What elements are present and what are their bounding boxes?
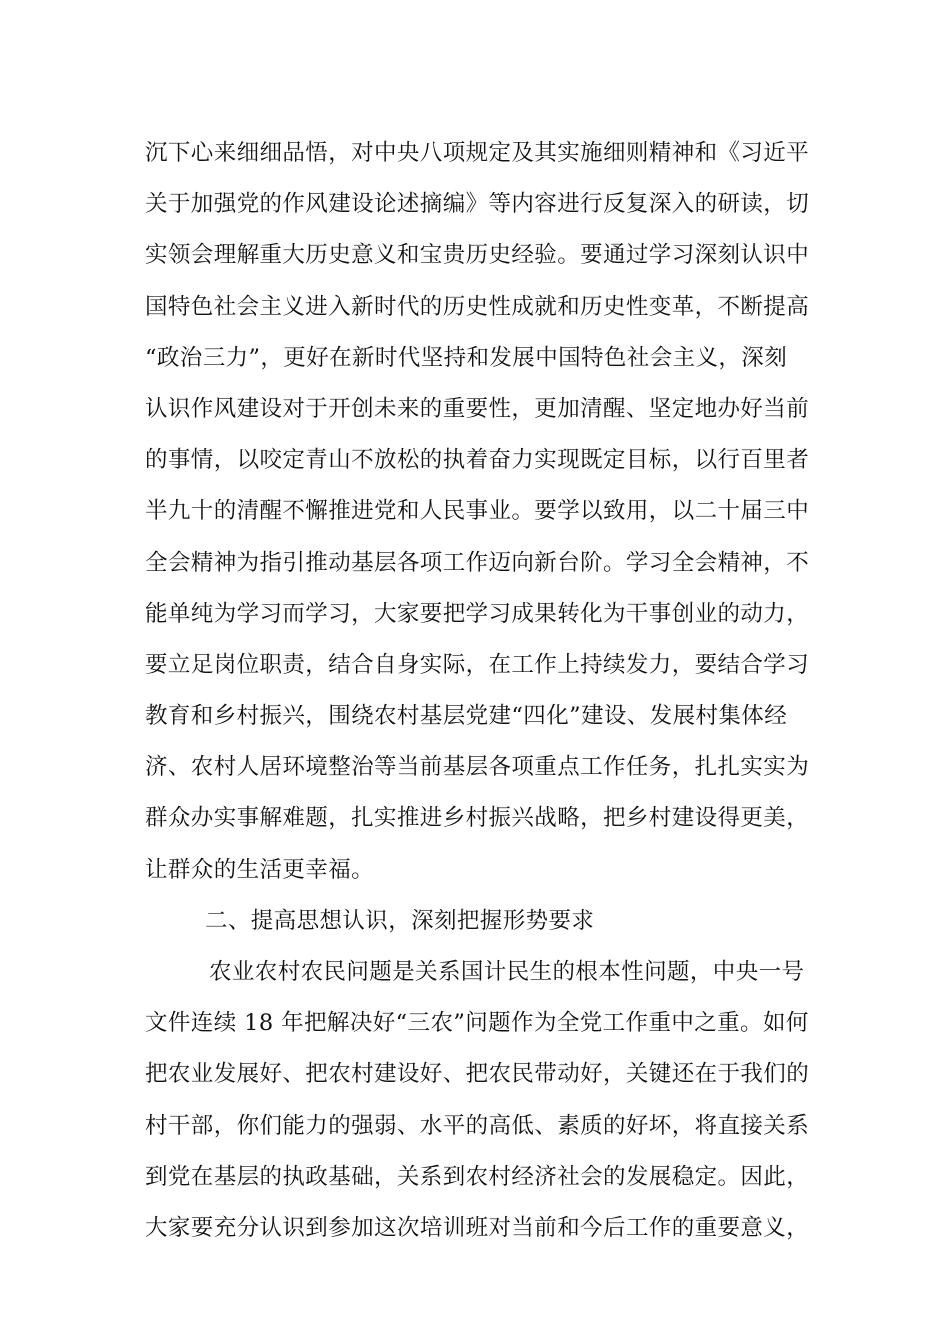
text-line: 群众办实事解难题，扎实推进乡村振兴战略，把乡村建设得更美， <box>145 805 810 832</box>
text-line: 关于加强党的作风建设论述摘编》等内容进行反复深入的研读，切 <box>145 191 810 218</box>
text-line: 文件连续 18 年把解决好“三农”问题作为全党工作重中之重。如何 <box>145 1010 809 1037</box>
text-line: 实领会理解重大历史意义和宝贵历史经验。要通过学习深刻认识中 <box>145 242 810 269</box>
text-line: 全会精神为指引推动基层各项工作迈向新台阶。学习全会精神，不 <box>145 549 810 576</box>
text-line: 要立足岗位职责，结合自身实际，在工作上持续发力，要结合学习 <box>145 651 810 678</box>
text-line: 能单纯为学习而学习，大家要把学习成果转化为干事创业的动力， <box>145 600 810 627</box>
text-line: 国特色社会主义进入新时代的历史性成就和历史性变革，不断提高 <box>145 293 810 320</box>
text-line: 认识作风建设对于开创未来的重要性，更加清醒、坚定地办好当前 <box>145 395 810 422</box>
document-body <box>145 128 809 1254</box>
text-line: 到党在基层的执政基础，关系到农村经济社会的发展稳定。因此， <box>145 1163 810 1190</box>
paragraph-2 <box>145 947 809 1254</box>
text-line: 农业农村农民问题是关系国计民生的根本性问题，中央一号 <box>209 959 805 985</box>
text-line: 半九十的清醒不懈推进党和人民事业。要学以致用，以二十届三中 <box>145 498 810 525</box>
text-line: 沉下心来细细品悟，对中央八项规定及其实施细则精神和《习近平 <box>145 140 810 166</box>
section-heading: 二、提高思想认识，深刻把握形势要求 <box>205 907 595 934</box>
text-line: 的事情，以咬定青山不放松的执着奋力实现既定目标，以行百里者 <box>145 447 810 474</box>
paragraph-1 <box>145 128 809 896</box>
text-line: 让群众的生活更幸福。 <box>145 856 375 883</box>
text-line: 济、农村人居环境整治等当前基层各项重点工作任务，扎扎实实为 <box>145 754 810 781</box>
text-line: 把农业发展好、把农村建设好、把农民带动好，关键还在于我们的 <box>145 1061 810 1088</box>
text-line: “政治三力”，更好在新时代坚持和发展中国特色社会主义，深刻 <box>145 344 788 371</box>
text-line: 教育和乡村振兴，围绕农村基层党建“四化”建设、发展村集体经 <box>145 703 788 730</box>
text-line: 大家要充分认识到参加这次培训班对当前和今后工作的重要意义， <box>145 1214 810 1241</box>
text-line: 村干部，你们能力的强弱、水平的高低、素质的好坏，将直接关系 <box>145 1112 810 1139</box>
